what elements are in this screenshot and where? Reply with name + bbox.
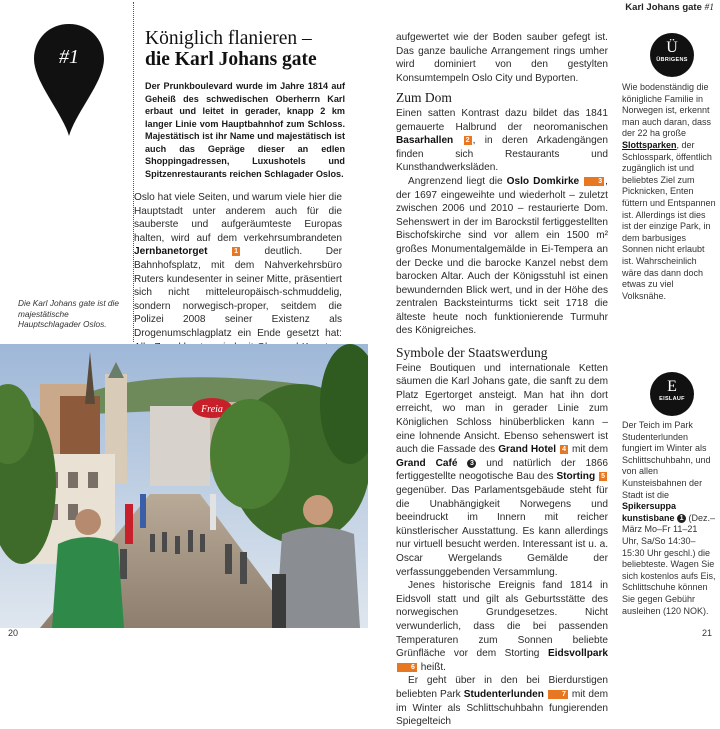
heading-staatswerdung: Symbole der Staatswerdung (396, 345, 548, 361)
spikersuppa-label: Spikersuppa kunstisbane (622, 501, 677, 523)
running-number: #1 (704, 3, 714, 13)
page-number-left: 20 (8, 628, 19, 638)
col2-p2-b: , in deren Arkadengängen finden sich Restaurants und Kunsthandwerksläden. (396, 135, 608, 174)
grand-cafe-label: Grand Café (396, 457, 458, 469)
marker-label: #1 (59, 46, 79, 68)
slottsparken-label: Slottsparken (622, 139, 677, 150)
col2-p3-a: Angrenzend liegt die (408, 175, 503, 187)
column2-body (396, 31, 608, 729)
col2-p6-b: mit dem im Winter als Schlittschuhbahn fungierenden Spiegelteich (396, 688, 608, 728)
eidsvollpark-label: Eidsvollpark (547, 648, 609, 660)
col2-p5-b: heißt. (420, 661, 446, 673)
page-number-right: 21 (701, 628, 712, 638)
poi-number-dark-3: 3 (467, 459, 476, 468)
street-photo (0, 344, 368, 628)
running-header (625, 2, 714, 13)
poi-number-5: 5 (601, 473, 605, 481)
sidebar-eislauf (622, 420, 716, 617)
poi-number-1: 1 (234, 248, 238, 256)
poi-number-6: 6 (397, 663, 417, 672)
basarhallen-label: Basarhallen (396, 135, 454, 147)
col2-p4-a: Feine Boutiquen und internationale Ketten säumen die Karl Johans gate, die sanft zu dem Platz Egertorget ansteigt. Man hat ihn dort erreicht, wo man in gerader Linie zum Königlichen Schloss hinüberblicken kann – eine lohnende Ansicht. Ebenso sehenswert ist auch die Fassade des (396, 362, 608, 456)
col2-p1: aufgewertet wie der Boden sauber gefegt ist. Das ganze bauliche Arrangement rings umher wird dominiert von den gestylten Konsumtempeln Oslo City und Byporten. (396, 32, 608, 84)
intro-text: Der Prunkboulevard wurde im Jahre 1814 auf Geheiß des schwedischen Oberherrn Karl erbaut und leitet in gerader, knapp 2 km langer Linie vom Hauptbahnhof zum Schloss. Majestätisch ist ihr Name und majestätisch ist auch das Gepräge dieser an edlen Shoppingadressen, Luxushotels und Spitzenrestaurants reichen Schlagader Oslos. (145, 81, 345, 179)
col2-p3-b: , der 1697 eingeweihte und wiederholt – zuletzt zwischen 2006 und 2010 – restaurierte Dom. Sehenswert in der im Barockstil fertiggestellten Bischofskirche sind vor allem ein 1500 m² großes Monumentalgemälde in Ei-Tempera an der Decke und die barocke Kanzel nebst dem barocken Altar. Auch der Königsstuhl ist einen bewundernden Blick wert, und in der Höhe des zentralen Backsteinturms tickt seit 1718 die älteste heute noch funktionierende Turmuhr des Königreiches. (396, 175, 608, 337)
col2-p4-d: gegenüber. Das Parlamentsgebäude steht für die Unabhängigkeit Norwegens und beeindruckt im Innern mit reicher künstlerischer Ausstattung. Es kann allerdings nur virtuell besucht werden. Interessant ist u. a. Oscar Wergelands Gemälde der verfassunggebenden Versammlung. (396, 485, 608, 578)
poi-number-dark-1: 1 (677, 514, 686, 523)
sidebar2-text-a: Der Teich im Park Studenterlunden fungiert im Winter als Schlittschuhbahn, und von allen Kunsteisbahnen der Stadt ist die (622, 420, 711, 500)
sidebar1-text-a: Wie bodenständig die königliche Familie in Norwegen ist, erkennt man auch daran, dass der 22 ha große (622, 82, 712, 139)
eislauf-label: EISLAUF (659, 396, 685, 402)
uebrigens-label: ÜBRIGENS (656, 57, 688, 63)
storting-label: Storting (556, 471, 596, 483)
sidebar-uebrigens (622, 82, 716, 302)
intro-paragraph (145, 80, 345, 180)
article-title (145, 28, 365, 70)
domkirke-label: Oslo Domkirke (506, 175, 580, 187)
street-scene-image (0, 344, 368, 628)
caption-text: Die Karl Johans gate ist die majestätische Hauptschlagader Oslos. (18, 298, 120, 329)
eislauf-badge (650, 372, 694, 416)
heading-zum-dom: Zum Dom (396, 90, 452, 106)
col2-p5-a: Jenes historische Ereignis fand 1814 in Eidsvoll statt und gilt als Geburtsstätte des norwegischen Grundgesetzes. Nicht verwunderlich, dass die bei passenden Temperaturen zum Sonnen beliebte Grünfläche vor dem Storting (396, 580, 608, 660)
running-title: Karl Johans gate (625, 2, 702, 13)
poi-number-4: 4 (562, 446, 566, 454)
col2-p6-a: Er geht über in den bei Bierdurstigen beliebten Park (396, 675, 608, 700)
col1-text-b: deutlich. Der Bahnhofsplatz, mit dem Nahverkehrsbüro Ruters kundesenter in seiner Mitte, präsentiert sich nicht mitteleuropäisch-schmuddelig, sondern norwegisch-proper, seitdem die Polizei 2008 seiner Existenz als Drogenumschlagplatz ein Ende gesetzt hat: (134, 246, 342, 339)
grand-hotel-label: Grand Hotel (498, 444, 557, 456)
poi-number-3: 3 (584, 177, 604, 186)
col2-p2-a: Einen satten Kontrast dazu bildet das 1841 gemauerte Halbrund der neoromanischen (396, 107, 608, 133)
jernbanetorget-label: Jernbanetorget (134, 246, 208, 258)
sidebar2-text-b: (Dez.–März Mo–Fr 11–21 Uhr, Sa/So 14:30–15:30 Uhr geschl.) die beliebteste. Wagen Sie sich kostenlos aufs Eis, Schlittschuhe können Sie gegen Gebühr ausleihen (120 NOK). (622, 512, 716, 616)
photo-caption (18, 298, 120, 330)
uebrigens-badge (650, 33, 694, 77)
location-marker (32, 22, 106, 138)
sidebar1-text-b: , der Schlosspark, öffentlich zugänglich ist und beliebtes Ziel zum Picknicken, Enten füttern und Entspannen ist. Allerdings ist dies ist der einzige Park, in dem barbusiges Sonnen nicht erlaubt ist. Wahrscheinlich wäre das dann doch etwas zu viel Volksnähe. (622, 139, 716, 301)
col2-p4-c: und natürlich der 1866 fertiggestellte neogotische Bau des (396, 457, 608, 483)
poi-number-7: 7 (548, 690, 568, 699)
freia-sign: Freia (201, 404, 223, 415)
title-line2: die Karl Johans gate (145, 49, 317, 70)
eislauf-letter: E (667, 378, 677, 395)
col2-p4-b: mit dem (571, 444, 609, 456)
title-line1: Königlich flanieren – (145, 28, 312, 49)
col1-text-a: Oslo hat viele Seiten, und warum viele hier die Hauptstadt unter anderem auch für die sauberste und aufgeräumteste Europas halten, wird auf dem verkehrsumbrandeten (134, 192, 342, 244)
map-pin-icon (32, 22, 106, 138)
column1-body (134, 191, 342, 368)
uebrigens-letter: Ü (666, 39, 678, 56)
studenterlunden-label: Studenterlunden (463, 688, 544, 700)
poi-number-2: 2 (465, 137, 470, 145)
